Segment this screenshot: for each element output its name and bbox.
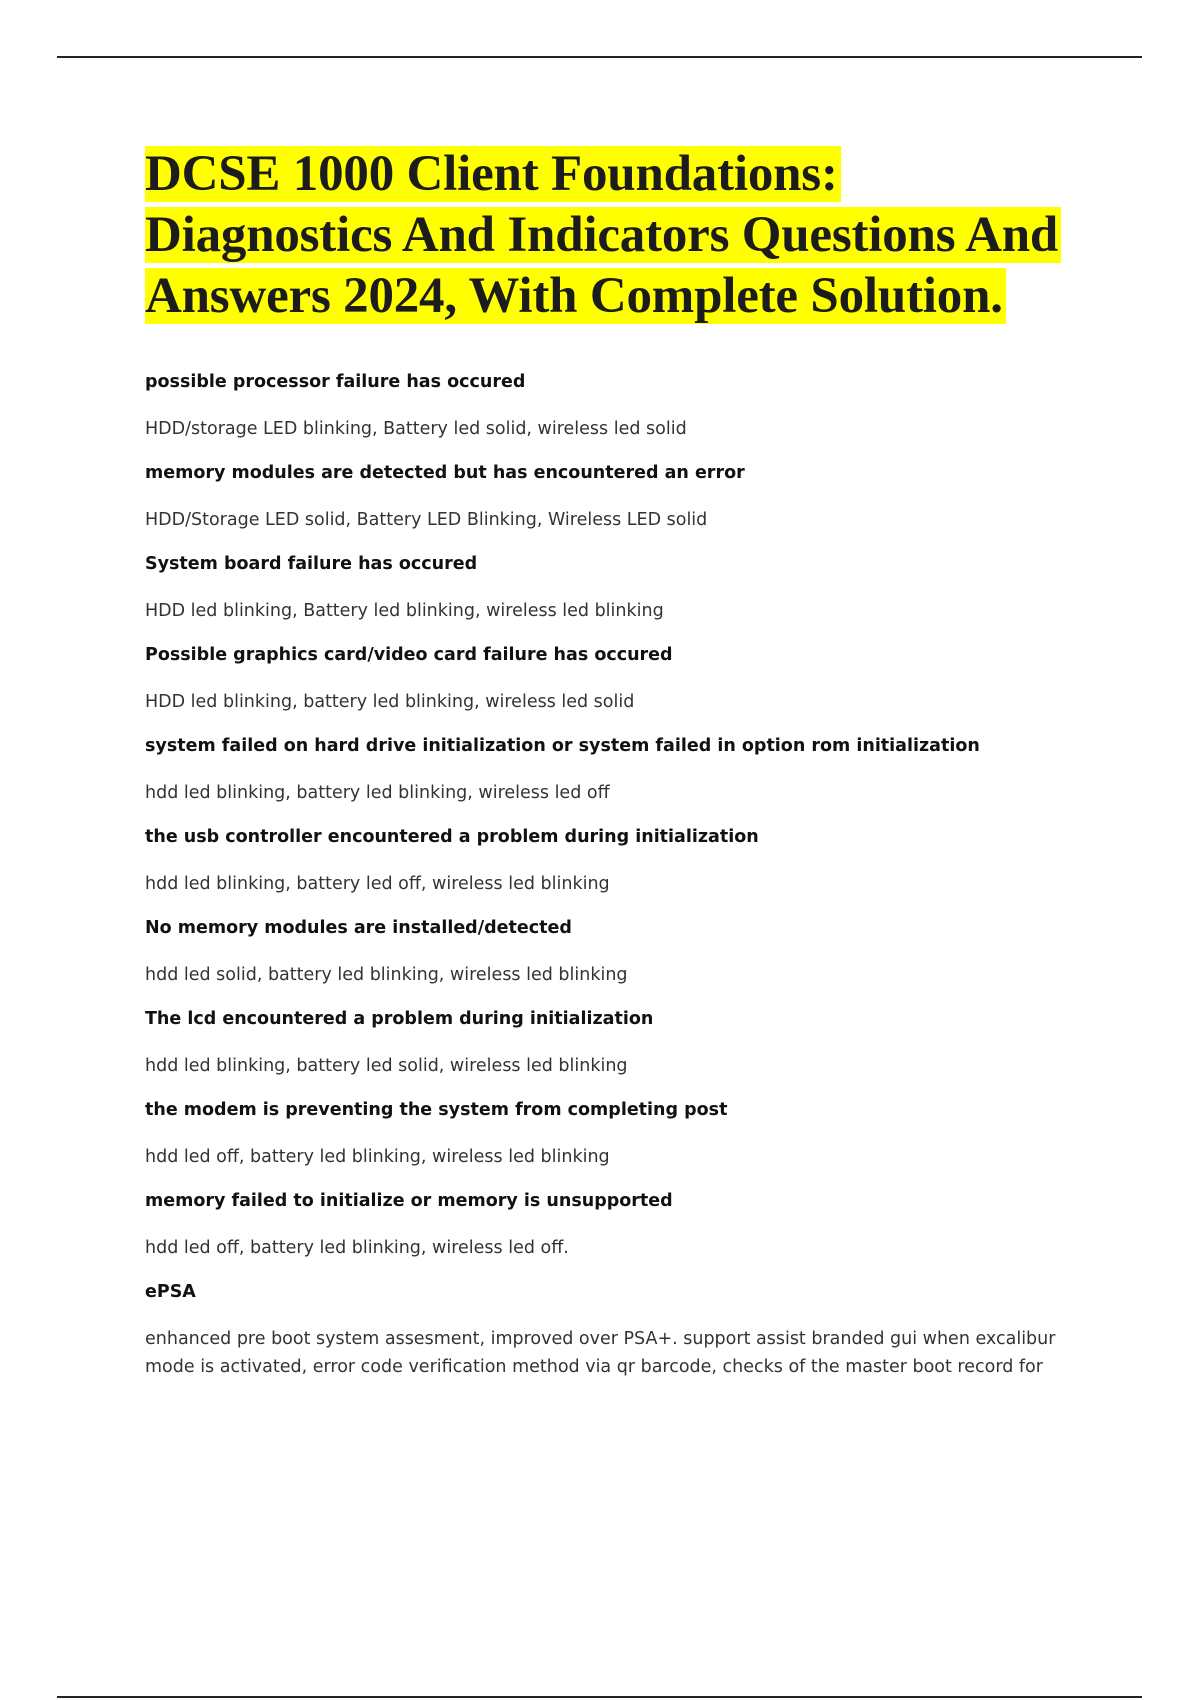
question-text: the modem is preventing the system from completing post	[145, 1100, 728, 1120]
qa-item	[145, 551, 1085, 625]
title-highlight: DCSE 1000 Client Foundations: Diagnostics And Indicators Questions And Answers 2024, With Complete Solution.	[145, 146, 1061, 324]
answer-text: hdd led blinking, battery led solid, wireless led blinking	[145, 1056, 628, 1076]
question-text: No memory modules are installed/detected	[145, 918, 572, 938]
qa-item	[145, 915, 1085, 989]
question-text: ePSA	[145, 1282, 196, 1302]
qa-item	[145, 1097, 1085, 1171]
answer-text: hdd led off, battery led blinking, wireless led off.	[145, 1238, 569, 1258]
answer-text: HDD/Storage LED solid, Battery LED Blinking, Wireless LED solid	[145, 510, 708, 530]
qa-item	[145, 733, 1085, 807]
document-body	[145, 144, 1085, 1398]
answer-text: hdd led solid, battery led blinking, wireless led blinking	[145, 965, 628, 985]
qa-item	[145, 369, 1085, 443]
document-title	[145, 144, 1085, 327]
question-text: memory failed to initialize or memory is unsupported	[145, 1191, 673, 1211]
question-text: The lcd encountered a problem during initialization	[145, 1009, 654, 1029]
answer-text: hdd led blinking, battery led off, wireless led blinking	[145, 874, 610, 894]
question-text: memory modules are detected but has encountered an error	[145, 463, 745, 483]
qa-item	[145, 460, 1085, 534]
qa-list	[145, 369, 1085, 1381]
answer-text: hdd led blinking, battery led blinking, wireless led off	[145, 783, 610, 803]
qa-item	[145, 1006, 1085, 1080]
answer-text: HDD led blinking, battery led blinking, wireless led solid	[145, 692, 635, 712]
header-rule	[57, 56, 1142, 58]
answer-text: enhanced pre boot system assesment, improved over PSA+. support assist branded gui when excalibur mode is activated, error code verification method via qr barcode, checks of the master boot record for	[145, 1329, 1056, 1377]
question-text: System board failure has occured	[145, 554, 478, 574]
answer-text: HDD/storage LED blinking, Battery led solid, wireless led solid	[145, 419, 687, 439]
question-text: Possible graphics card/video card failure has occured	[145, 645, 673, 665]
qa-item	[145, 824, 1085, 898]
qa-item	[145, 1279, 1085, 1381]
footer-rule	[57, 1696, 1142, 1698]
answer-text: hdd led off, battery led blinking, wireless led blinking	[145, 1147, 610, 1167]
qa-item	[145, 642, 1085, 716]
qa-item	[145, 1188, 1085, 1262]
question-text: possible processor failure has occured	[145, 372, 526, 392]
answer-text: HDD led blinking, Battery led blinking, wireless led blinking	[145, 601, 664, 621]
question-text: the usb controller encountered a problem during initialization	[145, 827, 759, 847]
question-text: system failed on hard drive initialization or system failed in option rom initialization	[145, 736, 980, 756]
